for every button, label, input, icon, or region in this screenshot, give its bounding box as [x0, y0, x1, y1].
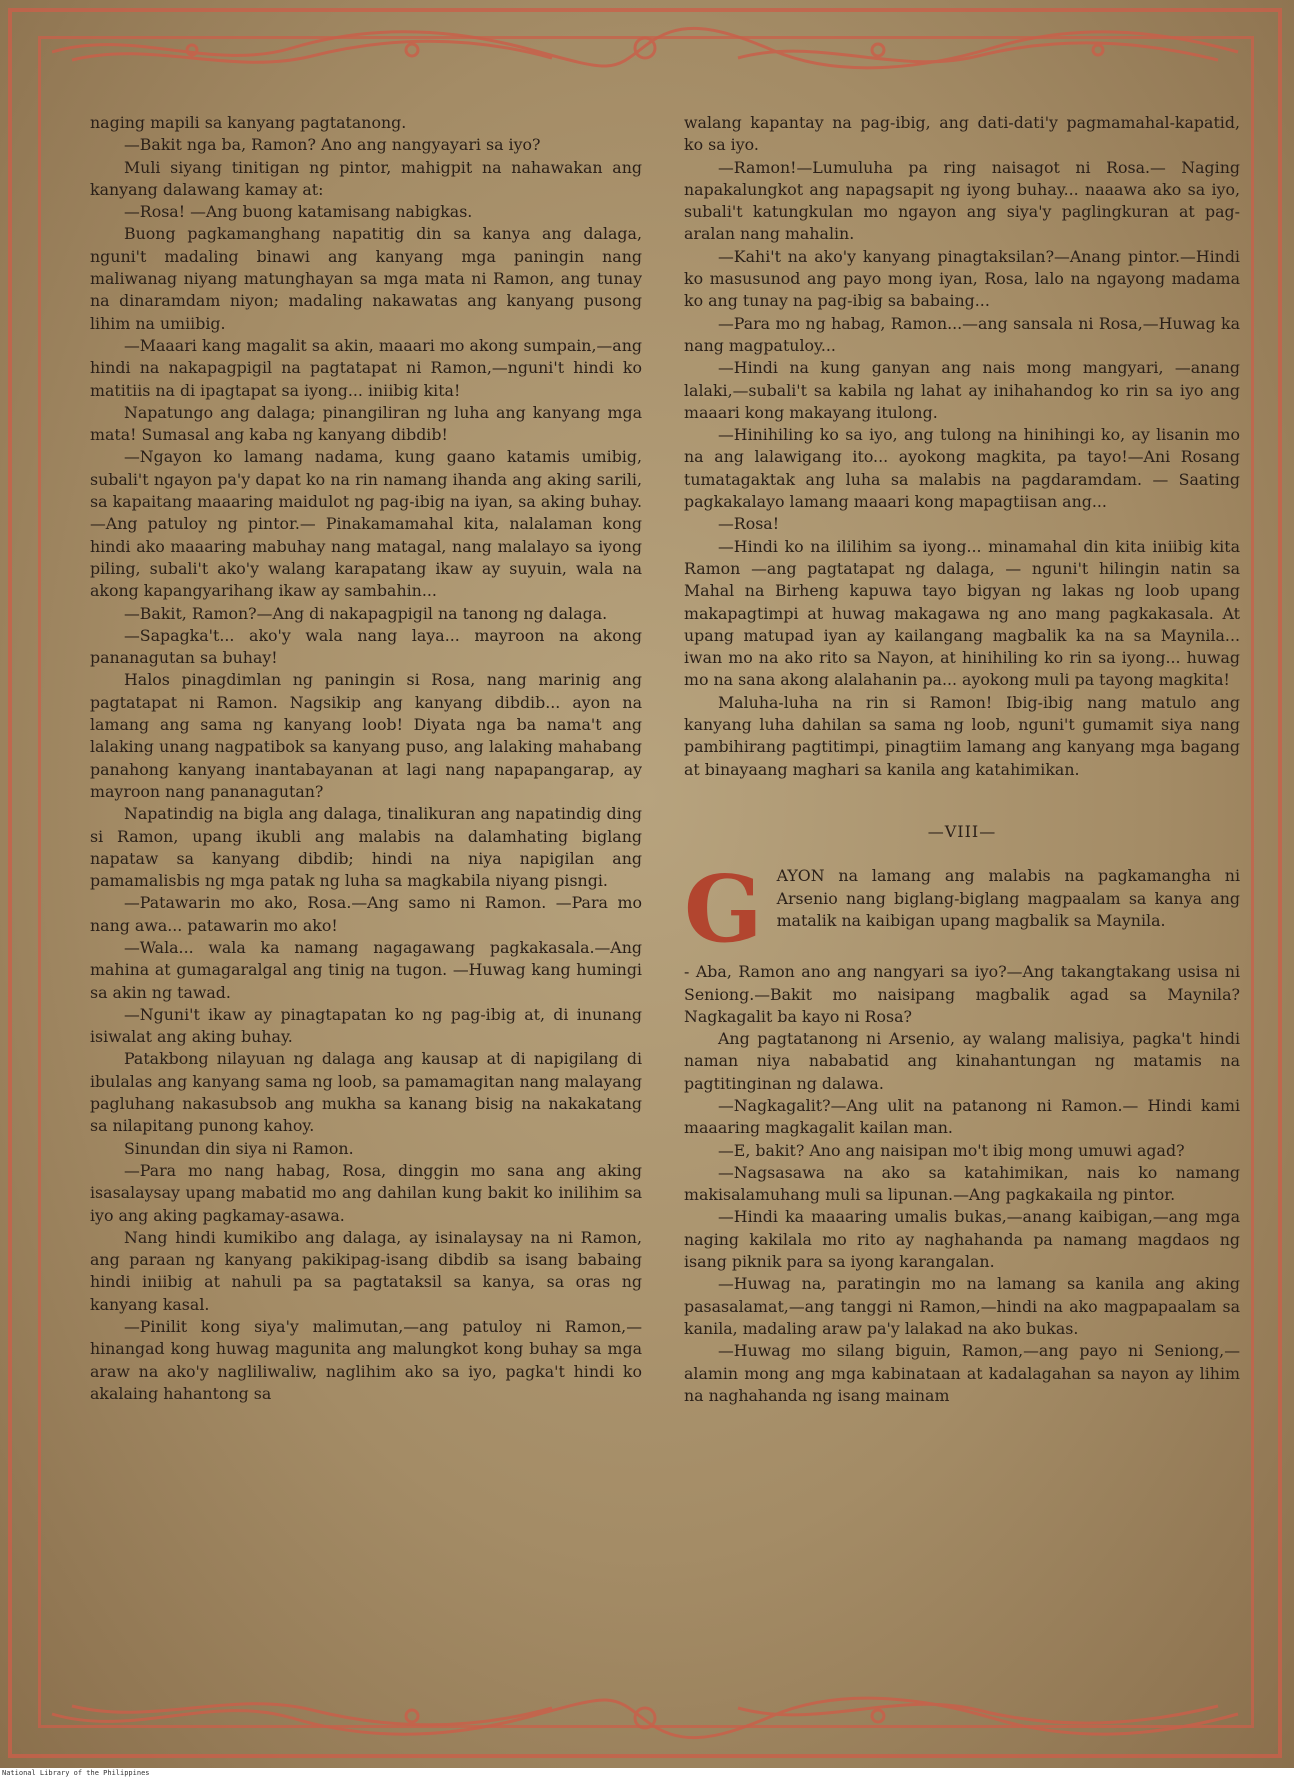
paragraph: —Kahi't na ako'y kanyang pinagtaksilan?—Anang pintor.—Hindi ko masusunod ang payo mong iyan, Rosa, lalo na ngayong madama ko ang tunay na pag-ibig sa babaing...: [684, 246, 1240, 311]
paragraph: —Nguni't ikaw ay pinagtapatan ko ng pag-ibig at, di inunang isiwalat ang aking buhay.: [90, 1004, 642, 1047]
paragraph: Nang hindi kumikibo ang dalaga, ay isinalaysay na ni Ramon, ang paraan ng kanyang pakikipag-isang dibdib sa isang babaing hindi iniibig at nahuli pa sa pagtataksil sa kanya, sa oras ng kanyang kasal.: [90, 1227, 642, 1314]
paragraph: —Bakit nga ba, Ramon? Ano ang nangyayari sa iyo?: [124, 135, 541, 155]
paragraph: —Rosa!: [718, 514, 780, 534]
paragraph: Napatindig na bigla ang dalaga, tinalikuran ang napatindig ding si Ramon, upang ikubli ang malabis na dalamhating biglang napataw sa kanyang dibdib; hindi na niya napigilan ang pamamalisbis ng mga patak ng luha sa magkabila niyang pisngi.: [90, 804, 642, 891]
paragraph: Buong pagkamanghang napatitig din sa kanya ang dalaga, nguni't madaling binawi ang kanyang mga paningin nang maliwanag niyang matunghayan sa mga mata ni Ramon, ang tunay na dinaramdam niyon; madaling nakawatas ang kanyang pusong lihim na umiibig.: [90, 224, 642, 333]
top-ornament-band: [12, 20, 1278, 80]
paragraph: naging mapili sa kanyang pagtatanong.: [90, 113, 407, 132]
top-scroll-ornament-icon: [12, 20, 1278, 80]
paragraph: —Hinihiling ko sa iyo, ang tulong na hinihingi ko, ay lisanin mo na ang lalawigang ito... ayokong magkita, pa tayo!—Ani Rosang tumatagaktak ang luha sa malabis na pagdaramdam. — Saating pagkakalayo lamang maaari kong mapagtiisan ang...: [684, 425, 1240, 512]
paragraph: —Hindi ka maaaring umalis bukas,—anang kaibigan,—ang mga naging kakilala mo rito ay naghahanda pa namang magdaos ng isang piknik para sa iyong karangalan.: [684, 1207, 1240, 1272]
paragraph: —Hindi na kung ganyan ang nais mong mangyari, —anang lalaki,—subali't sa kabila ng lahat ay inihahandog ko rin sa iyo ang maaari kong makayang itulong.: [684, 358, 1240, 422]
paragraph: Maluha-luha na rin si Ramon! Ibig-ibig nang matulo ang kanyang luha dahilan sa sama ng loob, nguni't gumamit siya nang pambihirang pagtitimpi, pinagtiim lamang ang kanyang mga bagang at binayaang maghari sa kanila ang katahimikan.: [684, 692, 1240, 779]
paragraph: —Huwag mo silang biguin, Ramon,—ang payo ni Seniong,—alamin mong ang mga kabinataan at kadalagahan sa nayon ay lihim na naghahanda ng isang mainam: [684, 1341, 1240, 1405]
paragraph: —Bakit, Ramon?—Ang di nakapagpigil na tanong ng dalaga.: [124, 603, 608, 623]
paragraph: —Patawarin mo ako, Rosa.—Ang samo ni Ramon. —Para mo nang awa... patawarin mo ako!: [90, 893, 642, 935]
paragraph: - Aba, Ramon ano ang nangyari sa iyo?—Ang takangtakang usisa ni Seniong.—Bakit mo naisipang magbalik agad sa Maynila? Nagkagalit ba kayo ni Rosa?: [684, 962, 1240, 1026]
paragraph: —Ramon!—Lumuluha pa ring naisagot ni Rosa.— Naging napakalungkot ang napagsapit ng iyong buhay... naaawa ako sa iyo, subali't katungkulan mo ngayon ang siya'y paglingkuran at pag-aralan nang mahalin.: [684, 157, 1240, 244]
chapter-heading: —VIII—: [927, 821, 997, 841]
paragraph: —Hindi ko na ililihim sa iyong... minamahal din kita iniibig kita Ramon —ang pagtatapat ng dalaga, — nguni't hilingin natin sa Mahal na Birheng kapuwa tayo bigyan ng lakas ng loob upang makapagtimpi at huwag makagawa ng ano mang pagkakasala. At upang matupad iyan ay kailangang magbalik ka na sa Maynila... iwan mo na ako rito sa Nayon, at hinihiling ko rin sa iyong... huwag mo na sana akong alalahanin pa... ayokong muli pa tayong magkita!: [684, 536, 1240, 690]
bottom-scroll-ornament-icon: [12, 1686, 1278, 1746]
drop-cap: G: [684, 855, 763, 964]
chapter-opening-paragraph: AYON na lamang ang malabis na pagkamangha ni Arsenio nang biglang-biglang magpaalam sa kanya ang matalik na kaibigan upang magbalik sa Maynila.: [776, 866, 1240, 930]
paragraph: —Nagkagalit?—Ang ulit na patanong ni Ramon.— Hindi kami maaaring magkagalit kailan man.: [684, 1095, 1240, 1138]
paragraph: Muli siyang tinitigan ng pintor, mahigpit na nahawakan ang kanyang dalawang kamay at:: [90, 157, 642, 199]
paragraph: —Wala... wala ka namang nagagawang pagkakasala.—Ang mahina at gumagaralgal ang tinig na tugon. —Huwag kang humingi sa akin ng tawad.: [90, 937, 642, 1002]
right-text-column: [684, 112, 1240, 1407]
paragraph: Patakbong nilayuan ng dalaga ang kausap at di napigilang di ibulalas ang kanyang sama ng loob, sa pamamagitan nang malayang pagluhang nakasubsob ang mukha sa kanang bisig na nakakatang sa nilapitang punong kahoy.: [90, 1049, 642, 1136]
paragraph: —Rosa! —Ang buong katamisang nabigkas.: [124, 202, 473, 222]
paragraph: —Para mo nang habag, Rosa, dinggin mo sana ang aking isasalaysay upang mabatid mo ang dahilan kung bakit ko inilihim sa iyo ang aking pagkamay-asawa.: [90, 1160, 642, 1225]
paragraph: Ang pagtatanong ni Arsenio, ay walang malisiya, pagka't hindi naman niya nababatid ang kinahantungan ng matamis na pagtitinginan ng dalawa.: [684, 1029, 1240, 1093]
chapter-opening: [684, 855, 1240, 964]
paragraph: —Huwag na, paratingin mo na lamang sa kanila ang aking pasasalamat,—ang tanggi ni Ramon,—hindi na ako magpapaalam sa kanila, madaling araw pa'y lalakad na ako bukas.: [684, 1274, 1240, 1338]
left-text-column: [90, 112, 642, 1405]
paragraph: Halos pinagdimlan ng paningin si Rosa, nang marinig ang pagtatapat ni Ramon. Nagsikip ang kanyang dibdib... ayon na lamang ang sama ng kanyang loob! Diyata nga ba nama't ang lalaking unang nagpatibok sa kanyang puso, ang lalaking mahabang panahong kanyang inantabayanan at lagi nang napapangarap, ay mayroon nang pananagutan?: [90, 670, 642, 801]
paragraph: —Maaari kang magalit sa akin, maaari mo akong sumpain,—ang hindi na nakapagpigil na pagtatapat ni Ramon,—nguni't hindi ko matitiis na di ipagtapat sa iyong... iniibig kita!: [90, 335, 642, 400]
archive-credit: National Library of the Philippines: [0, 1768, 1294, 1778]
paragraph: Napatungo ang dalaga; pinangiliran ng luha ang kanyang mga mata! Sumasal ang kaba ng kanyang dibdib!: [90, 402, 642, 445]
bottom-ornament-band: [12, 1686, 1278, 1746]
paragraph: —Sapagka't... ako'y wala nang laya... mayroon na akong pananagutan sa buhay!: [90, 625, 642, 668]
paragraph: —Para mo ng habag, Ramon...—ang sansala ni Rosa,—Huwag ka nang magpatuloy...: [684, 313, 1240, 355]
paragraph: Sinundan din siya ni Ramon.: [124, 1138, 354, 1158]
paragraph: —Pinilit kong siya'y malimutan,—ang patuloy ni Ramon,—hinangad kong huwag magunita ang malungkot kong buhay sa mga araw na ako'y nagliliwaliw, naglihim ako sa iyo, pagka't hindi ko akalaing hahantong sa: [90, 1317, 642, 1403]
paragraph: —Nagsasawa na ako sa katahimikan, nais ko namang makisalamuhang muli sa lipunan.—Ang pagkakaila ng pintor.: [684, 1162, 1240, 1205]
paragraph: walang kapantay na pag-ibig, ang dati-dati'y pagmamahal-kapatid, ko sa iyo.: [684, 113, 1240, 155]
paragraph: —E, bakit? Ano ang naisipan mo't ibig mong umuwi agad?: [718, 1140, 1185, 1160]
paragraph: —Ngayon ko lamang nadama, kung gaano katamis umibig, subali't ngayon pa'y dapat ko na rin namang ihanda ang aking sarili, sa kapaitang maaaring maidulot ng pag-ibig na iyan, sa aking buhay.—Ang patuloy ng pintor.— Pinakamamahal kita, nalalaman kong hindi ako maaaring mabuhay nang matagal, nang malalayo sa iyong piling, subali't ako'y walang karapatang ikaw ay suyuin, wala na akong kapangyarihang ikaw ay sambahin...: [90, 447, 642, 601]
